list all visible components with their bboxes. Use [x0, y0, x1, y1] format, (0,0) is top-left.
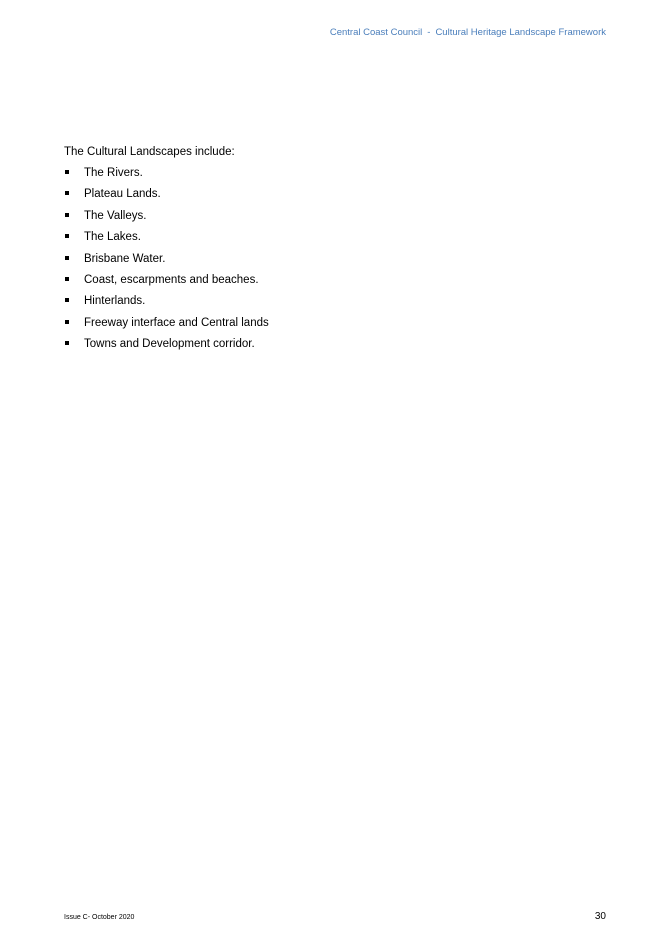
list-item-label: The Lakes. — [84, 231, 141, 244]
running-header — [330, 27, 606, 38]
bullet-icon — [65, 191, 69, 195]
header-document-title: Cultural Heritage Landscape Framework — [435, 27, 606, 38]
landscape-list — [64, 166, 269, 359]
list-item-label: Coast, escarpments and beaches. — [84, 273, 259, 286]
list-item-label: Brisbane Water. — [84, 252, 166, 265]
list-item-label: Plateau Lands. — [84, 188, 161, 201]
list-item — [64, 230, 269, 251]
list-item — [64, 316, 269, 337]
bullet-icon — [65, 234, 69, 238]
list-item — [64, 273, 269, 294]
list-item-label: The Valleys. — [84, 209, 147, 222]
list-item-label: Towns and Development corridor. — [84, 338, 255, 351]
list-item-label: Hinterlands. — [84, 295, 146, 308]
list-item-label: Freeway interface and Central lands — [84, 316, 269, 329]
list-item — [64, 209, 269, 230]
list-item — [64, 337, 269, 358]
list-item-label: The Rivers. — [84, 167, 143, 179]
bullet-icon — [65, 256, 69, 260]
bullet-icon — [65, 277, 69, 281]
list-item — [64, 187, 269, 208]
bullet-icon — [65, 170, 69, 174]
bullet-icon — [65, 341, 69, 345]
list-item — [64, 294, 269, 315]
footer-issue: Issue C- October 2020 — [64, 914, 135, 921]
intro-text: The Cultural Landscapes include: — [64, 146, 235, 158]
bullet-icon — [65, 320, 69, 324]
bullet-icon — [65, 298, 69, 302]
header-separator: - — [427, 27, 431, 38]
page-number: 30 — [594, 911, 606, 922]
header-organisation: Central Coast Council — [329, 27, 423, 38]
list-item — [64, 252, 269, 273]
bullet-icon — [65, 213, 69, 217]
list-item — [64, 166, 269, 187]
